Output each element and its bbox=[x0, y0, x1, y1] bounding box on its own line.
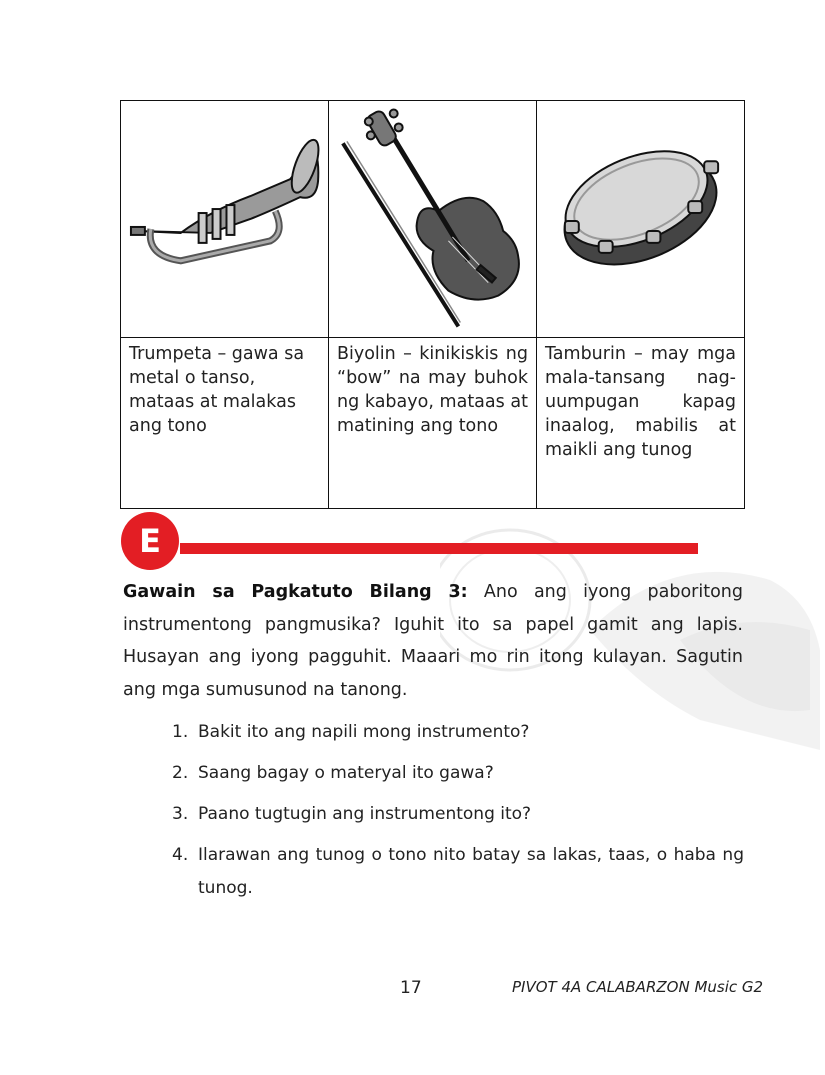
trumpet-description: Trumpeta – gawa sa metal o tanso, mataas at malakas ang tono bbox=[121, 338, 329, 509]
question-text: Ilarawan ang tunog o tono nito batay sa lakas, taas, o haba ng tunog. bbox=[198, 845, 744, 898]
violin-icon bbox=[329, 101, 536, 337]
violin-description: Biyolin – kinikiskis ng “bow” na may buhok ng kabayo, mataas at matining ang tono bbox=[329, 338, 537, 509]
question-number: 4. bbox=[172, 845, 189, 865]
footer-credit: PIVOT 4A CALABARZON Music G2 bbox=[512, 978, 764, 996]
question-number: 2. bbox=[172, 763, 189, 783]
section-divider bbox=[180, 543, 698, 554]
activity-label: Gawain sa Pagkatuto Bilang 3: bbox=[123, 582, 468, 602]
tambourine-image-cell bbox=[537, 101, 745, 338]
question-number: 1. bbox=[172, 722, 189, 742]
image-row bbox=[121, 101, 745, 338]
activity-paragraph bbox=[123, 576, 743, 706]
violin-image-cell bbox=[329, 101, 537, 338]
question-text: Bakit ito ang napili mong instrumento? bbox=[198, 722, 530, 742]
description-row bbox=[121, 338, 745, 509]
question-text: Paano tugtugin ang instrumentong ito? bbox=[198, 804, 532, 824]
question-number: 3. bbox=[172, 804, 189, 824]
question-list bbox=[172, 716, 744, 913]
list-item bbox=[172, 798, 744, 831]
tambourine-description: Tamburin – may mga mala-tansang nag-uumpugan kapag inaalog, mabilis at maikli ang tunog bbox=[537, 338, 745, 509]
activity-body: Ano ang iyong paboritong instrumentong pangmusika? Iguhit ito sa papel gamit ang lapis. Husayan ang iyong pagguhit. Maaari mo rin itong kulayan. Sagutin ang mga sumusunod na tanong. bbox=[123, 582, 743, 700]
trumpet-icon bbox=[121, 101, 328, 337]
page-number: 17 bbox=[400, 978, 422, 998]
list-item bbox=[172, 757, 744, 790]
section-badge: E bbox=[121, 512, 179, 570]
question-text: Saang bagay o materyal ito gawa? bbox=[198, 763, 494, 783]
tambourine-icon bbox=[537, 101, 744, 337]
list-item bbox=[172, 716, 744, 749]
instrument-table bbox=[120, 100, 745, 509]
trumpet-image-cell bbox=[121, 101, 329, 338]
list-item bbox=[172, 839, 744, 905]
